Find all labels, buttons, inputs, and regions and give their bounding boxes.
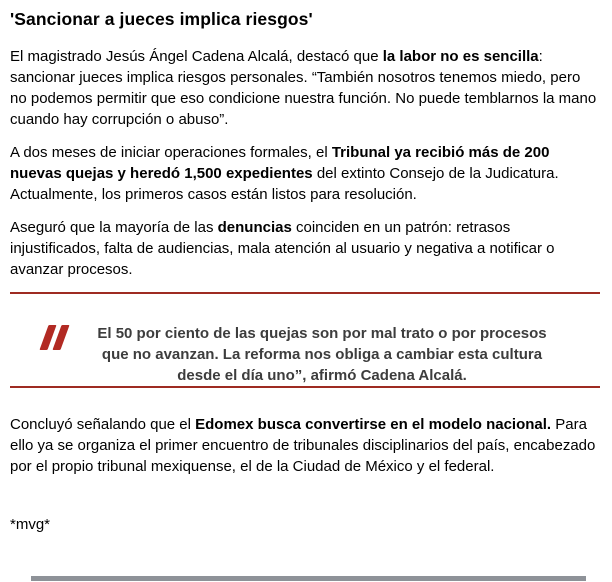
article-title: 'Sancionar a jueces implica riesgos' (10, 9, 313, 29)
paragraph-text: coinciden en un patrón: retrasos injustificados, falta de audiencias, mala atención al usuario y negativa a notificar o avanzar procesos. (10, 219, 555, 278)
paragraph-text: Para ello ya se organiza el primer encuentro de tribunales disciplinarios del país, encabezado por el propio tribunal mexiquense, el de la Ciudad de México y el federal. (10, 416, 596, 475)
top-divider (10, 292, 600, 294)
paragraph (10, 142, 600, 205)
paragraph-bold-text: la labor no es sencilla (382, 48, 539, 65)
double-slash-quote-icon (44, 325, 70, 350)
paragraph-text: del extinto Consejo de la Judicatura. Actualmente, los primeros casos están listos para resolución. (10, 165, 559, 203)
paragraph-text: Concluyó señalando que el (10, 416, 196, 433)
paragraph-bold-text: Edomex busca convertirse en el modelo nacional. (195, 416, 552, 433)
paragraph-bold-text: Tribunal ya recibió más de 200 nuevas quejas y heredó 1,500 expedientes (10, 144, 550, 182)
bottom-edge-bar (31, 576, 586, 581)
paragraph-text: Aseguró que la mayoría de las (10, 219, 218, 236)
paragraph-text: A dos meses de iniciar operaciones formales, el (10, 144, 332, 161)
paragraph (10, 46, 600, 130)
article-closing-paragraphs (10, 414, 600, 477)
signature: *mvg* (10, 516, 51, 533)
paragraph-bold-text: denuncias (217, 219, 292, 236)
pull-quote (44, 323, 560, 386)
paragraph-text: : sancionar jueces implica riesgos personales. “También nosotros tenemos miedo, pero no podemos permitir que eso condicione nuestra función. No puede temblarnos la mano cuando hay corrupción o abuso”. (10, 48, 597, 128)
bottom-divider (10, 386, 600, 388)
article-intro-paragraphs (10, 46, 600, 280)
pull-quote-text: El 50 por ciento de las quejas son por mal trato o por procesos que no avanzan. La reforma nos obliga a cambiar esta cultura desde el día uno”, afirmó Cadena Alcalá. (97, 325, 547, 384)
paragraph (10, 217, 600, 280)
paragraph-text: El magistrado Jesús Ángel Cadena Alcalá, destacó que (10, 48, 383, 65)
paragraph (10, 414, 600, 477)
